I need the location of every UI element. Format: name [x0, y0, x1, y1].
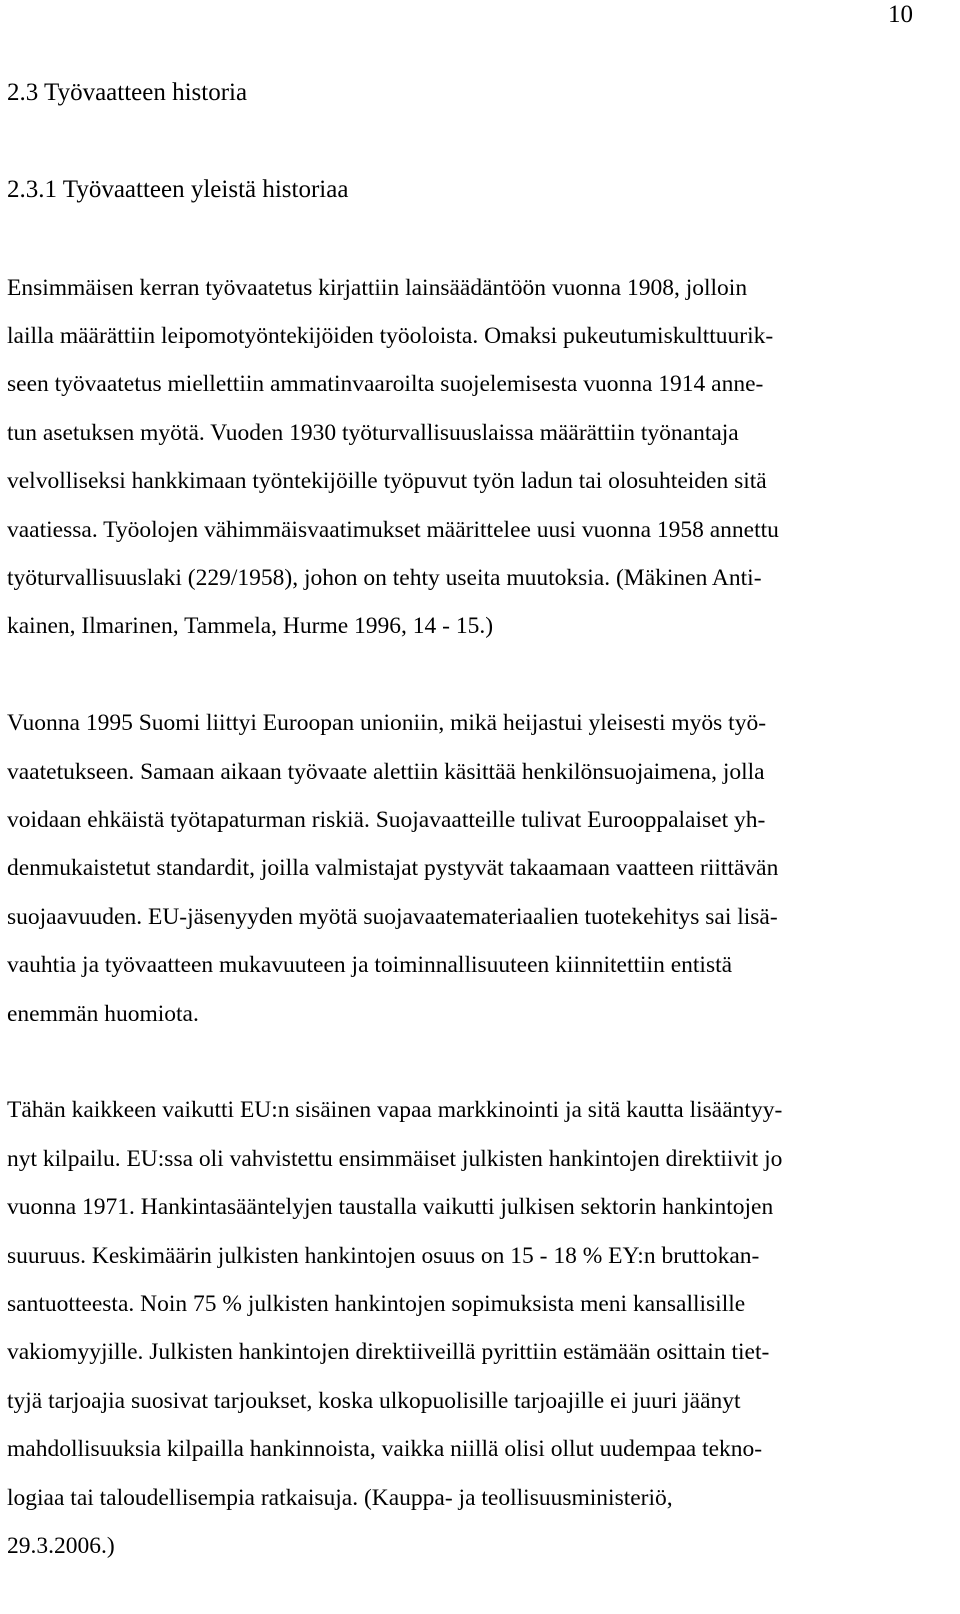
text-line: työturvallisuuslaki (229/1958), johon on tehty useita muutoksia. (Mäkinen Anti- — [7, 565, 762, 591]
text-line: seen työvaatetus miellettiin ammatinvaaroilta suojelemisesta vuonna 1914 anne- — [7, 371, 764, 397]
text-line: enemmän huomiota. — [7, 1001, 199, 1027]
section-heading: 2.3 Työvaatteen historia — [7, 79, 248, 106]
text-line: vuonna 1971. Hankintasääntelyjen taustalla vaikutti julkisen sektorin hankintojen — [7, 1194, 774, 1220]
text-line: mahdollisuuksia kilpailla hankinnoista, vaikka niillä olisi ollut uudempaa tekno- — [7, 1436, 763, 1462]
text-line: tyjä tarjoajia suosivat tarjoukset, koska ulkopuolisille tarjoajille ei juuri jäänyt — [7, 1388, 741, 1414]
text-line: Vuonna 1995 Suomi liittyi Euroopan unioniin, mikä heijastui yleisesti myös työ- — [7, 710, 767, 736]
text-line: Ensimmäisen kerran työvaatetus kirjattiin lainsäädäntöön vuonna 1908, jolloin — [7, 275, 748, 301]
text-line: vakiomyyjille. Julkisten hankintojen direktiiveillä pyrittiin estämään osittain tiet- — [7, 1339, 770, 1365]
text-line: 29.3.2006.) — [7, 1533, 115, 1559]
text-line: tun asetuksen myötä. Vuoden 1930 työturvallisuuslaissa määrättiin työnantaja — [7, 420, 739, 446]
subsection-heading: 2.3.1 Työvaatteen yleistä historiaa — [7, 176, 349, 203]
text-line: kainen, Ilmarinen, Tammela, Hurme 1996, 14 - 15.) — [7, 613, 494, 639]
text-line: vauhtia ja työvaatteen mukavuuteen ja toiminnallisuuteen kiinnitettiin entistä — [7, 952, 733, 978]
text-line: nyt kilpailu. EU:ssa oli vahvistettu ensimmäiset julkisten hankintojen direktiivit jo — [7, 1146, 783, 1172]
text-line: Tähän kaikkeen vaikutti EU:n sisäinen vapaa markkinointi ja sitä kautta lisääntyy- — [7, 1097, 783, 1123]
text-line: logiaa tai taloudellisempia ratkaisuja. (Kauppa- ja teollisuusministeriö, — [7, 1485, 673, 1511]
text-line: velvolliseksi hankkimaan työntekijöille työpuvut työn ladun tai olosuhteiden sitä — [7, 468, 767, 494]
text-line: suojaavuuden. EU-jäsenyyden myötä suojavaatemateriaalien tuotekehitys sai lisä- — [7, 904, 778, 930]
text-line: vaatiessa. Työolojen vähimmäisvaatimukset määrittelee uusi vuonna 1958 annettu — [7, 517, 779, 543]
text-line: suuruus. Keskimäärin julkisten hankintojen osuus on 15 - 18 % EY:n bruttokan- — [7, 1243, 760, 1269]
text-line: santuotteesta. Noin 75 % julkisten hankintojen sopimuksista meni kansallisille — [7, 1291, 746, 1317]
text-line: denmukaistetut standardit, joilla valmistajat pystyvät takaamaan vaatteen riittävän — [7, 855, 779, 881]
page-number: 10 — [888, 1, 913, 28]
text-line: voidaan ehkäistä työtapaturman riskiä. Suojavaatteille tulivat Eurooppalaiset yh- — [7, 807, 766, 833]
text-line: vaatetukseen. Samaan aikaan työvaate alettiin käsittää henkilönsuojaimena, jolla — [7, 759, 765, 785]
text-line: lailla määrättiin leipomotyöntekijöiden työoloista. Omaksi pukeutumiskulttuurik- — [7, 323, 774, 349]
